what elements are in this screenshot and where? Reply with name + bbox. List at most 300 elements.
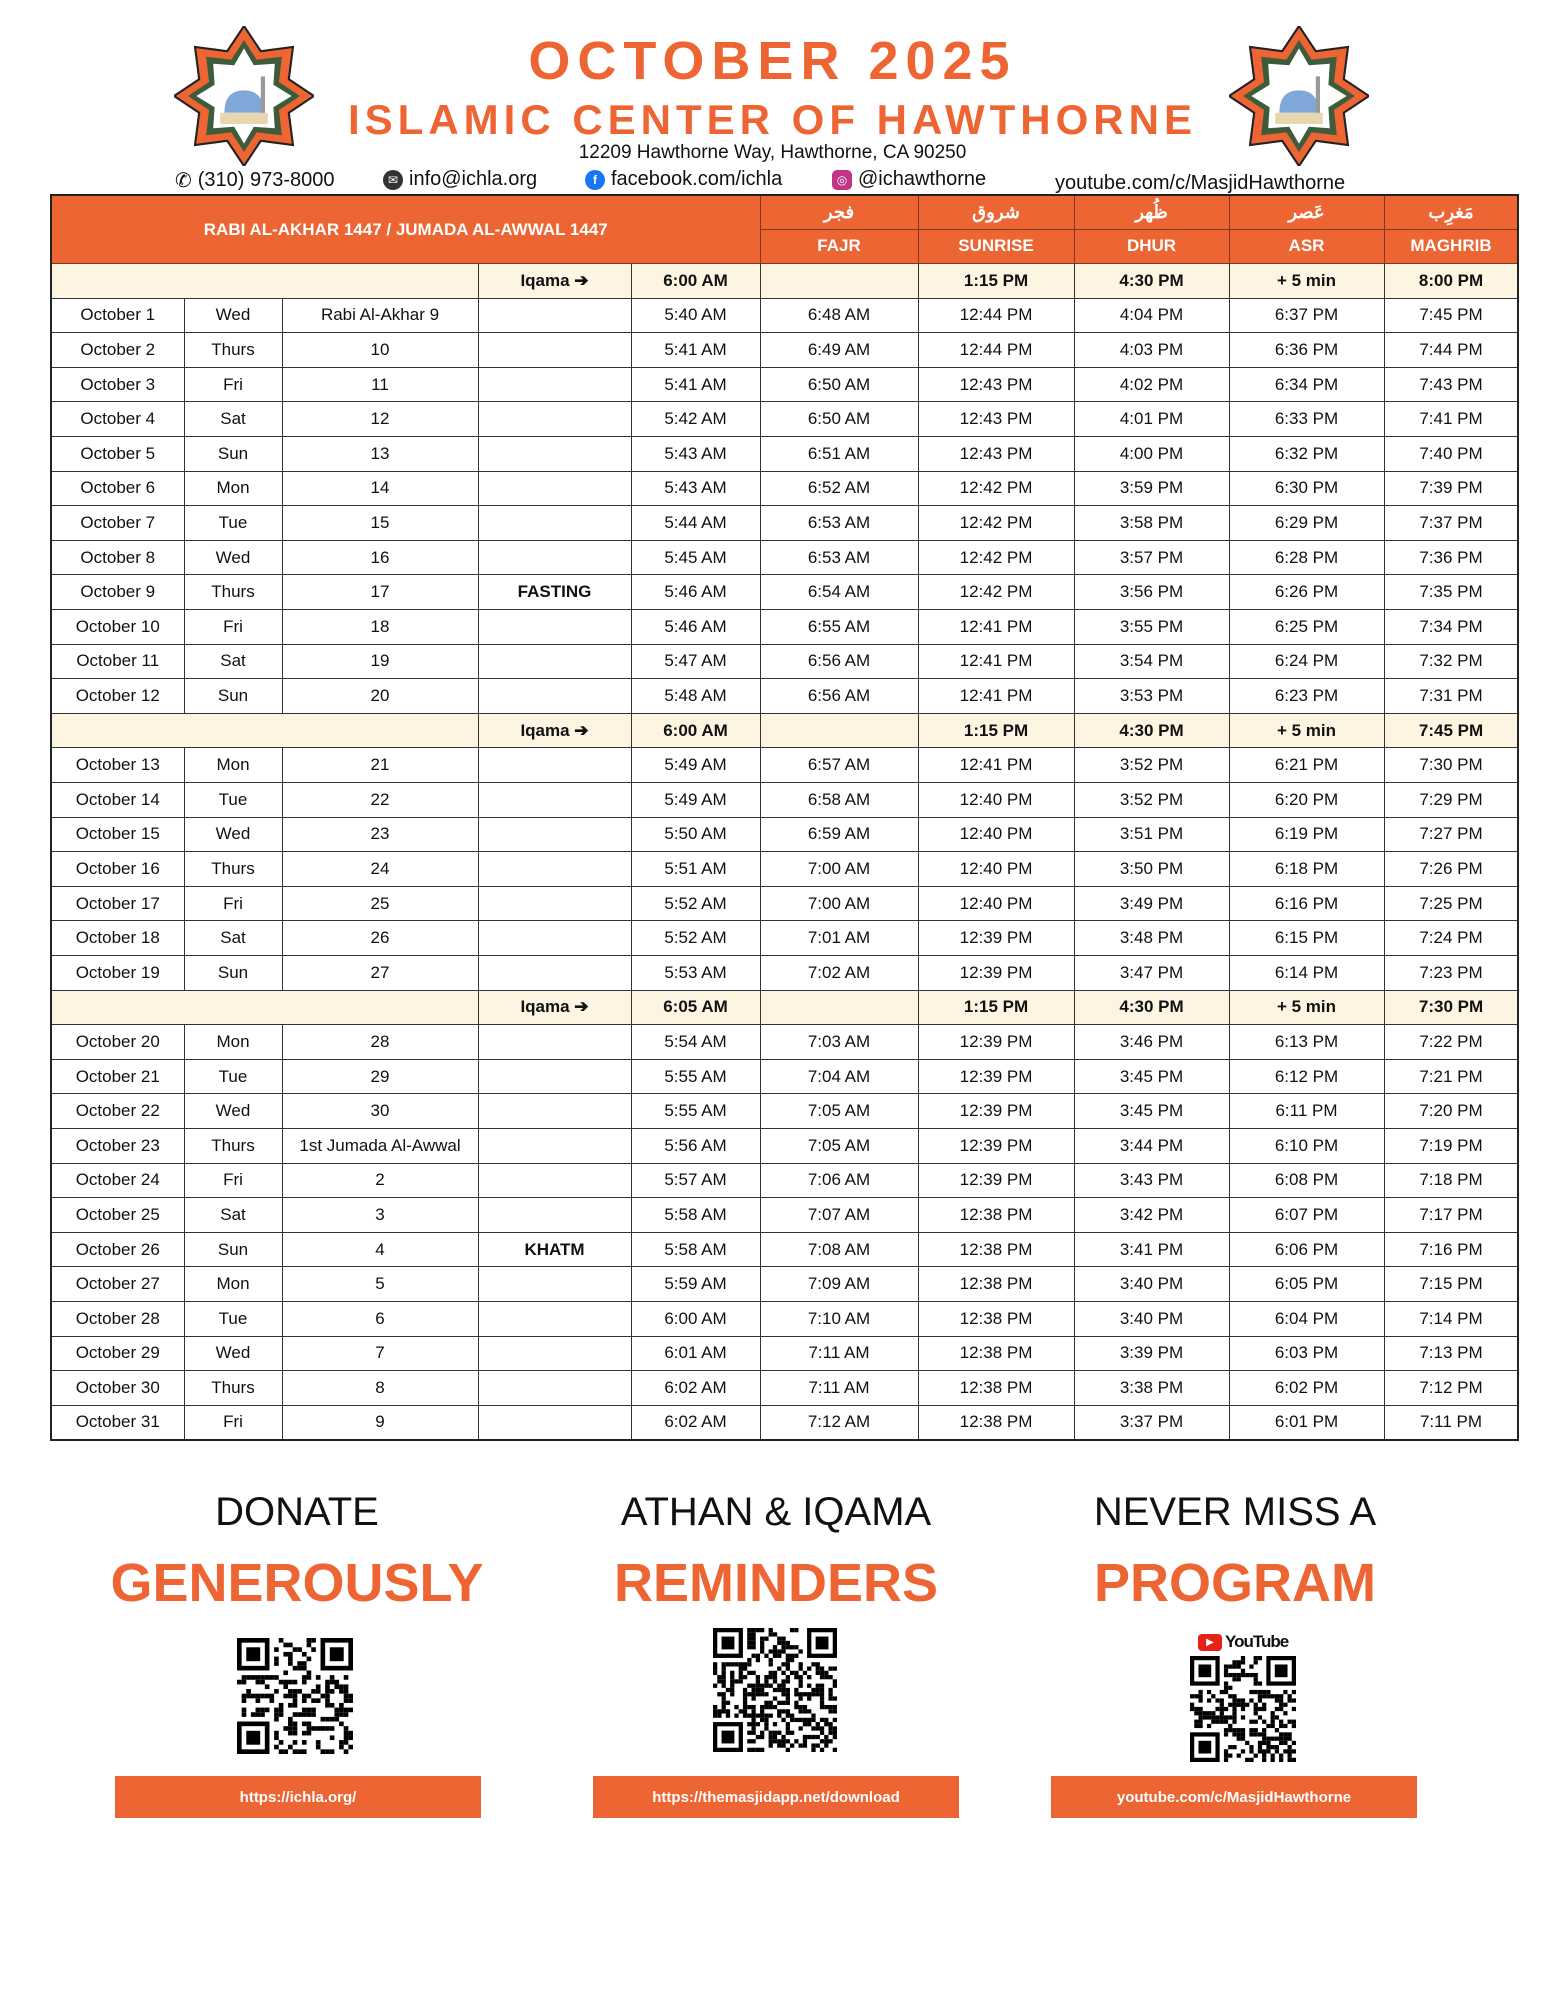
youtube-link-button[interactable]: youtube.com/c/MasjidHawthorne (1051, 1776, 1417, 1818)
day-row (51, 1336, 1518, 1371)
time-isha: 7:39 PM (1384, 471, 1518, 506)
instagram-contact[interactable] (832, 168, 986, 191)
time-isha: 7:25 PM (1384, 886, 1518, 921)
note (478, 748, 631, 783)
day-row (51, 471, 1518, 506)
phone-number: (310) 973-8000 (197, 169, 335, 191)
date: October 2 (51, 333, 184, 368)
time-dhur: 12:38 PM (918, 1232, 1074, 1267)
time-sunrise: 7:08 AM (760, 1232, 918, 1267)
day-row (51, 1301, 1518, 1336)
day-row (51, 679, 1518, 714)
iqama-sunrise (760, 990, 918, 1025)
time-sunrise: 7:09 AM (760, 1267, 918, 1302)
time-sunrise: 6:51 AM (760, 437, 918, 472)
facebook-link[interactable]: facebook.com/ichla (611, 168, 783, 190)
weekday: Tue (184, 506, 282, 541)
time-asr: 4:04 PM (1074, 298, 1229, 333)
time-isha: 7:41 PM (1384, 402, 1518, 437)
iqama-row (51, 264, 1518, 299)
weekday: Mon (184, 1025, 282, 1060)
weekday: Tue (184, 1059, 282, 1094)
hijri-date: 29 (282, 1059, 478, 1094)
email-icon: ✉ (383, 170, 403, 190)
time-sunrise: 7:01 AM (760, 921, 918, 956)
date: October 30 (51, 1371, 184, 1406)
date: October 7 (51, 506, 184, 541)
day-row (51, 506, 1518, 541)
time-asr: 3:52 PM (1074, 748, 1229, 783)
date: October 16 (51, 852, 184, 887)
note (478, 921, 631, 956)
time-maghrib: 6:36 PM (1229, 333, 1384, 368)
day-row (51, 540, 1518, 575)
time-asr: 3:57 PM (1074, 540, 1229, 575)
time-maghrib: 6:30 PM (1229, 471, 1384, 506)
arabic-header-fajr: فجر (760, 195, 918, 229)
weekday: Wed (184, 817, 282, 852)
note (478, 437, 631, 472)
day-row (51, 783, 1518, 818)
time-maghrib: 6:21 PM (1229, 748, 1384, 783)
time-isha: 7:37 PM (1384, 506, 1518, 541)
time-sunrise: 6:57 AM (760, 748, 918, 783)
weekday: Thurs (184, 575, 282, 610)
time-maghrib: 6:34 PM (1229, 367, 1384, 402)
time-isha: 7:24 PM (1384, 921, 1518, 956)
day-row (51, 644, 1518, 679)
time-fajr: 6:00 AM (631, 1301, 760, 1336)
day-row (51, 1405, 1518, 1440)
weekday: Wed (184, 540, 282, 575)
iqama-dhur: 1:15 PM (918, 713, 1074, 748)
time-fajr: 5:44 AM (631, 506, 760, 541)
day-row (51, 1025, 1518, 1060)
time-fajr: 5:56 AM (631, 1128, 760, 1163)
time-maghrib: 6:26 PM (1229, 575, 1384, 610)
note (478, 1267, 631, 1302)
day-row (51, 1198, 1518, 1233)
time-asr: 3:42 PM (1074, 1198, 1229, 1233)
hijri-date: 26 (282, 921, 478, 956)
iqama-row (51, 713, 1518, 748)
time-isha: 7:12 PM (1384, 1371, 1518, 1406)
note (478, 1128, 631, 1163)
time-asr: 4:01 PM (1074, 402, 1229, 437)
time-sunrise: 6:58 AM (760, 783, 918, 818)
time-dhur: 12:40 PM (918, 817, 1074, 852)
facebook-icon: f (585, 170, 605, 190)
date: October 21 (51, 1059, 184, 1094)
time-dhur: 12:38 PM (918, 1301, 1074, 1336)
date: October 26 (51, 1232, 184, 1267)
time-maghrib: 6:19 PM (1229, 817, 1384, 852)
time-asr: 3:56 PM (1074, 575, 1229, 610)
instagram-icon: ◎ (832, 170, 852, 190)
donate-subheading: GENEROUSLY (110, 1553, 484, 1613)
date: October 28 (51, 1301, 184, 1336)
time-sunrise: 6:54 AM (760, 575, 918, 610)
iqama-sunrise (760, 264, 918, 299)
iqama-spacer (51, 264, 478, 299)
donate-link-button[interactable]: https://ichla.org/ (115, 1776, 481, 1818)
time-dhur: 12:41 PM (918, 679, 1074, 714)
day-row (51, 1094, 1518, 1129)
time-sunrise: 7:00 AM (760, 852, 918, 887)
time-dhur: 12:41 PM (918, 748, 1074, 783)
donate-qr-code[interactable] (237, 1638, 353, 1754)
time-dhur: 12:40 PM (918, 852, 1074, 887)
time-asr: 4:00 PM (1074, 437, 1229, 472)
time-asr: 3:38 PM (1074, 1371, 1229, 1406)
time-asr: 3:59 PM (1074, 471, 1229, 506)
time-maghrib: 6:25 PM (1229, 610, 1384, 645)
time-asr: 4:02 PM (1074, 367, 1229, 402)
time-dhur: 12:39 PM (918, 1094, 1074, 1129)
time-asr: 3:41 PM (1074, 1232, 1229, 1267)
hijri-date: 3 (282, 1198, 478, 1233)
date: October 14 (51, 783, 184, 818)
time-sunrise: 6:55 AM (760, 610, 918, 645)
time-fajr: 5:43 AM (631, 437, 760, 472)
time-isha: 7:43 PM (1384, 367, 1518, 402)
weekday: Fri (184, 610, 282, 645)
time-isha: 7:16 PM (1384, 1232, 1518, 1267)
note (478, 1198, 631, 1233)
weekday: Fri (184, 1405, 282, 1440)
note (478, 955, 631, 990)
time-fajr: 5:42 AM (631, 402, 760, 437)
time-dhur: 12:39 PM (918, 1128, 1074, 1163)
email-link[interactable]: info@ichla.org (409, 168, 538, 190)
time-dhur: 12:40 PM (918, 886, 1074, 921)
time-fajr: 5:49 AM (631, 748, 760, 783)
hijri-date: 16 (282, 540, 478, 575)
time-sunrise: 7:12 AM (760, 1405, 918, 1440)
note (478, 610, 631, 645)
time-maghrib: 6:01 PM (1229, 1405, 1384, 1440)
weekday: Fri (184, 1163, 282, 1198)
date: October 1 (51, 298, 184, 333)
time-asr: 3:53 PM (1074, 679, 1229, 714)
note: KHATM (478, 1232, 631, 1267)
weekday: Sat (184, 402, 282, 437)
time-asr: 3:40 PM (1074, 1301, 1229, 1336)
arabic-header-maghrib: مَغرِب (1384, 195, 1518, 229)
time-dhur: 12:42 PM (918, 506, 1074, 541)
time-maghrib: 6:12 PM (1229, 1059, 1384, 1094)
date: October 18 (51, 921, 184, 956)
time-dhur: 12:39 PM (918, 1059, 1074, 1094)
time-maghrib: 6:37 PM (1229, 298, 1384, 333)
time-maghrib: 6:07 PM (1229, 1198, 1384, 1233)
column-header-maghrib: MAGHRIB (1384, 229, 1518, 264)
time-asr: 3:58 PM (1074, 506, 1229, 541)
weekday: Wed (184, 1336, 282, 1371)
time-fajr: 5:54 AM (631, 1025, 760, 1060)
day-row (51, 921, 1518, 956)
time-sunrise: 7:03 AM (760, 1025, 918, 1060)
time-maghrib: 6:32 PM (1229, 437, 1384, 472)
iqama-isha: 7:30 PM (1384, 990, 1518, 1025)
time-dhur: 12:38 PM (918, 1267, 1074, 1302)
time-maghrib: 6:16 PM (1229, 886, 1384, 921)
weekday: Mon (184, 471, 282, 506)
weekday: Tue (184, 1301, 282, 1336)
weekday: Thurs (184, 1371, 282, 1406)
day-row (51, 367, 1518, 402)
day-row (51, 1059, 1518, 1094)
time-asr: 3:55 PM (1074, 610, 1229, 645)
time-isha: 7:20 PM (1384, 1094, 1518, 1129)
day-row (51, 955, 1518, 990)
date: October 12 (51, 679, 184, 714)
time-dhur: 12:41 PM (918, 644, 1074, 679)
time-isha: 7:23 PM (1384, 955, 1518, 990)
date: October 11 (51, 644, 184, 679)
time-fajr: 5:53 AM (631, 955, 760, 990)
date: October 24 (51, 1163, 184, 1198)
app-download-qr-code[interactable] (713, 1628, 837, 1752)
time-dhur: 12:43 PM (918, 402, 1074, 437)
iqama-maghrib: + 5 min (1229, 990, 1384, 1025)
date: October 27 (51, 1267, 184, 1302)
time-fajr: 5:55 AM (631, 1094, 760, 1129)
time-dhur: 12:39 PM (918, 955, 1074, 990)
weekday: Sun (184, 679, 282, 714)
time-fajr: 5:59 AM (631, 1267, 760, 1302)
arabic-header-asr: عَصر (1229, 195, 1384, 229)
time-fajr: 5:41 AM (631, 333, 760, 368)
date: October 19 (51, 955, 184, 990)
column-header-dhur: DHUR (1074, 229, 1229, 264)
note (478, 783, 631, 818)
iqama-sunrise (760, 713, 918, 748)
day-row (51, 298, 1518, 333)
iqama-label: Iqama ➔ (478, 713, 631, 748)
note (478, 1301, 631, 1336)
youtube-badge-label: YouTube (1225, 1632, 1289, 1651)
date: October 17 (51, 886, 184, 921)
note (478, 817, 631, 852)
day-row (51, 886, 1518, 921)
date: October 25 (51, 1198, 184, 1233)
time-dhur: 12:42 PM (918, 471, 1074, 506)
time-dhur: 12:43 PM (918, 437, 1074, 472)
time-asr: 3:54 PM (1074, 644, 1229, 679)
time-isha: 7:11 PM (1384, 1405, 1518, 1440)
time-asr: 4:03 PM (1074, 333, 1229, 368)
time-fajr: 5:48 AM (631, 679, 760, 714)
time-maghrib: 6:13 PM (1229, 1025, 1384, 1060)
time-asr: 3:51 PM (1074, 817, 1229, 852)
time-maghrib: 6:06 PM (1229, 1232, 1384, 1267)
date: October 15 (51, 817, 184, 852)
time-sunrise: 6:49 AM (760, 333, 918, 368)
time-isha: 7:31 PM (1384, 679, 1518, 714)
time-maghrib: 6:02 PM (1229, 1371, 1384, 1406)
time-sunrise: 6:59 AM (760, 817, 918, 852)
time-fajr: 6:01 AM (631, 1336, 760, 1371)
time-isha: 7:22 PM (1384, 1025, 1518, 1060)
email-contact[interactable] (383, 168, 537, 191)
youtube-qr-code[interactable] (1190, 1656, 1296, 1762)
time-asr: 3:52 PM (1074, 783, 1229, 818)
time-fajr: 5:57 AM (631, 1163, 760, 1198)
time-sunrise: 7:05 AM (760, 1128, 918, 1163)
time-fajr: 5:43 AM (631, 471, 760, 506)
time-sunrise: 6:48 AM (760, 298, 918, 333)
day-row (51, 1267, 1518, 1302)
hijri-date: 21 (282, 748, 478, 783)
time-asr: 3:47 PM (1074, 955, 1229, 990)
time-dhur: 12:38 PM (918, 1198, 1074, 1233)
hijri-date: 4 (282, 1232, 478, 1267)
hijri-date: 13 (282, 437, 478, 472)
time-sunrise: 6:56 AM (760, 644, 918, 679)
note (478, 886, 631, 921)
note: FASTING (478, 575, 631, 610)
note (478, 367, 631, 402)
app-download-link-button[interactable]: https://themasjidapp.net/download (593, 1776, 959, 1818)
iqama-maghrib: + 5 min (1229, 713, 1384, 748)
time-dhur: 12:38 PM (918, 1405, 1074, 1440)
time-fajr: 5:58 AM (631, 1198, 760, 1233)
time-isha: 7:35 PM (1384, 575, 1518, 610)
time-maghrib: 6:18 PM (1229, 852, 1384, 887)
date: October 5 (51, 437, 184, 472)
time-fajr: 5:47 AM (631, 644, 760, 679)
hijri-date: 15 (282, 506, 478, 541)
hijri-date: 7 (282, 1336, 478, 1371)
time-maghrib: 6:23 PM (1229, 679, 1384, 714)
date: October 6 (51, 471, 184, 506)
time-fajr: 5:45 AM (631, 540, 760, 575)
time-dhur: 12:38 PM (918, 1336, 1074, 1371)
day-row (51, 1371, 1518, 1406)
day-row (51, 1163, 1518, 1198)
weekday: Mon (184, 748, 282, 783)
hijri-date: 17 (282, 575, 478, 610)
reminders-subheading: REMINDERS (613, 1553, 939, 1613)
youtube-link[interactable]: youtube.com/c/MasjidHawthorne (1055, 172, 1346, 194)
hijri-date: 1st Jumada Al-Awwal (282, 1128, 478, 1163)
time-asr: 3:40 PM (1074, 1267, 1229, 1302)
hijri-date: 11 (282, 367, 478, 402)
hijri-date: 10 (282, 333, 478, 368)
weekday: Sat (184, 644, 282, 679)
time-isha: 7:18 PM (1384, 1163, 1518, 1198)
date: October 31 (51, 1405, 184, 1440)
facebook-contact[interactable] (585, 168, 782, 191)
hijri-date: 30 (282, 1094, 478, 1129)
time-isha: 7:29 PM (1384, 783, 1518, 818)
iqama-asr: 4:30 PM (1074, 990, 1229, 1025)
reminders-heading: ATHAN & IQAMA (620, 1490, 932, 1534)
iqama-fajr: 6:00 AM (631, 713, 760, 748)
time-maghrib: 6:10 PM (1229, 1128, 1384, 1163)
time-fajr: 5:49 AM (631, 783, 760, 818)
time-maghrib: 6:05 PM (1229, 1267, 1384, 1302)
time-isha: 7:45 PM (1384, 298, 1518, 333)
time-dhur: 12:39 PM (918, 921, 1074, 956)
note (478, 1094, 631, 1129)
date: October 3 (51, 367, 184, 402)
time-dhur: 12:42 PM (918, 540, 1074, 575)
address: 12209 Hawthorne Way, Hawthorne, CA 90250 (578, 142, 967, 163)
hijri-date: 5 (282, 1267, 478, 1302)
time-fajr: 5:52 AM (631, 921, 760, 956)
time-sunrise: 6:56 AM (760, 679, 918, 714)
day-row (51, 575, 1518, 610)
iqama-dhur: 1:15 PM (918, 264, 1074, 299)
weekday: Tue (184, 783, 282, 818)
time-isha: 7:27 PM (1384, 817, 1518, 852)
weekday: Sun (184, 437, 282, 472)
day-row (51, 402, 1518, 437)
date: October 13 (51, 748, 184, 783)
note (478, 471, 631, 506)
time-sunrise: 7:10 AM (760, 1301, 918, 1336)
time-sunrise: 6:50 AM (760, 367, 918, 402)
weekday: Sat (184, 921, 282, 956)
time-maghrib: 6:20 PM (1229, 783, 1384, 818)
time-isha: 7:44 PM (1384, 333, 1518, 368)
youtube-contact[interactable] (1055, 172, 1345, 195)
hijri-date: 9 (282, 1405, 478, 1440)
weekday: Thurs (184, 852, 282, 887)
weekday: Sun (184, 955, 282, 990)
time-maghrib: 6:11 PM (1229, 1094, 1384, 1129)
note (478, 298, 631, 333)
time-sunrise: 7:11 AM (760, 1371, 918, 1406)
date: October 29 (51, 1336, 184, 1371)
date: October 22 (51, 1094, 184, 1129)
date: October 10 (51, 610, 184, 645)
note (478, 1025, 631, 1060)
date: October 8 (51, 540, 184, 575)
time-asr: 3:37 PM (1074, 1405, 1229, 1440)
time-maghrib: 6:08 PM (1229, 1163, 1384, 1198)
time-asr: 3:50 PM (1074, 852, 1229, 887)
note (478, 402, 631, 437)
time-sunrise: 7:06 AM (760, 1163, 918, 1198)
time-isha: 7:19 PM (1384, 1128, 1518, 1163)
time-sunrise: 7:05 AM (760, 1094, 918, 1129)
time-isha: 7:40 PM (1384, 437, 1518, 472)
time-fajr: 5:41 AM (631, 367, 760, 402)
hijri-date: 22 (282, 783, 478, 818)
hijri-date: 8 (282, 1371, 478, 1406)
column-header-sunrise: SUNRISE (918, 229, 1074, 264)
time-isha: 7:15 PM (1384, 1267, 1518, 1302)
time-dhur: 12:40 PM (918, 783, 1074, 818)
program-subheading: PROGRAM (1094, 1553, 1376, 1613)
note (478, 1405, 631, 1440)
time-fajr: 5:55 AM (631, 1059, 760, 1094)
time-maghrib: 6:15 PM (1229, 921, 1384, 956)
youtube-badge (1198, 1632, 1288, 1652)
weekday: Thurs (184, 1128, 282, 1163)
instagram-link[interactable]: @ichawthorne (858, 168, 987, 190)
note (478, 1371, 631, 1406)
hijri-date: Rabi Al-Akhar 9 (282, 298, 478, 333)
day-row (51, 437, 1518, 472)
note (478, 852, 631, 887)
time-maghrib: 6:29 PM (1229, 506, 1384, 541)
donate-heading: DONATE (215, 1490, 379, 1534)
time-fajr: 5:50 AM (631, 817, 760, 852)
